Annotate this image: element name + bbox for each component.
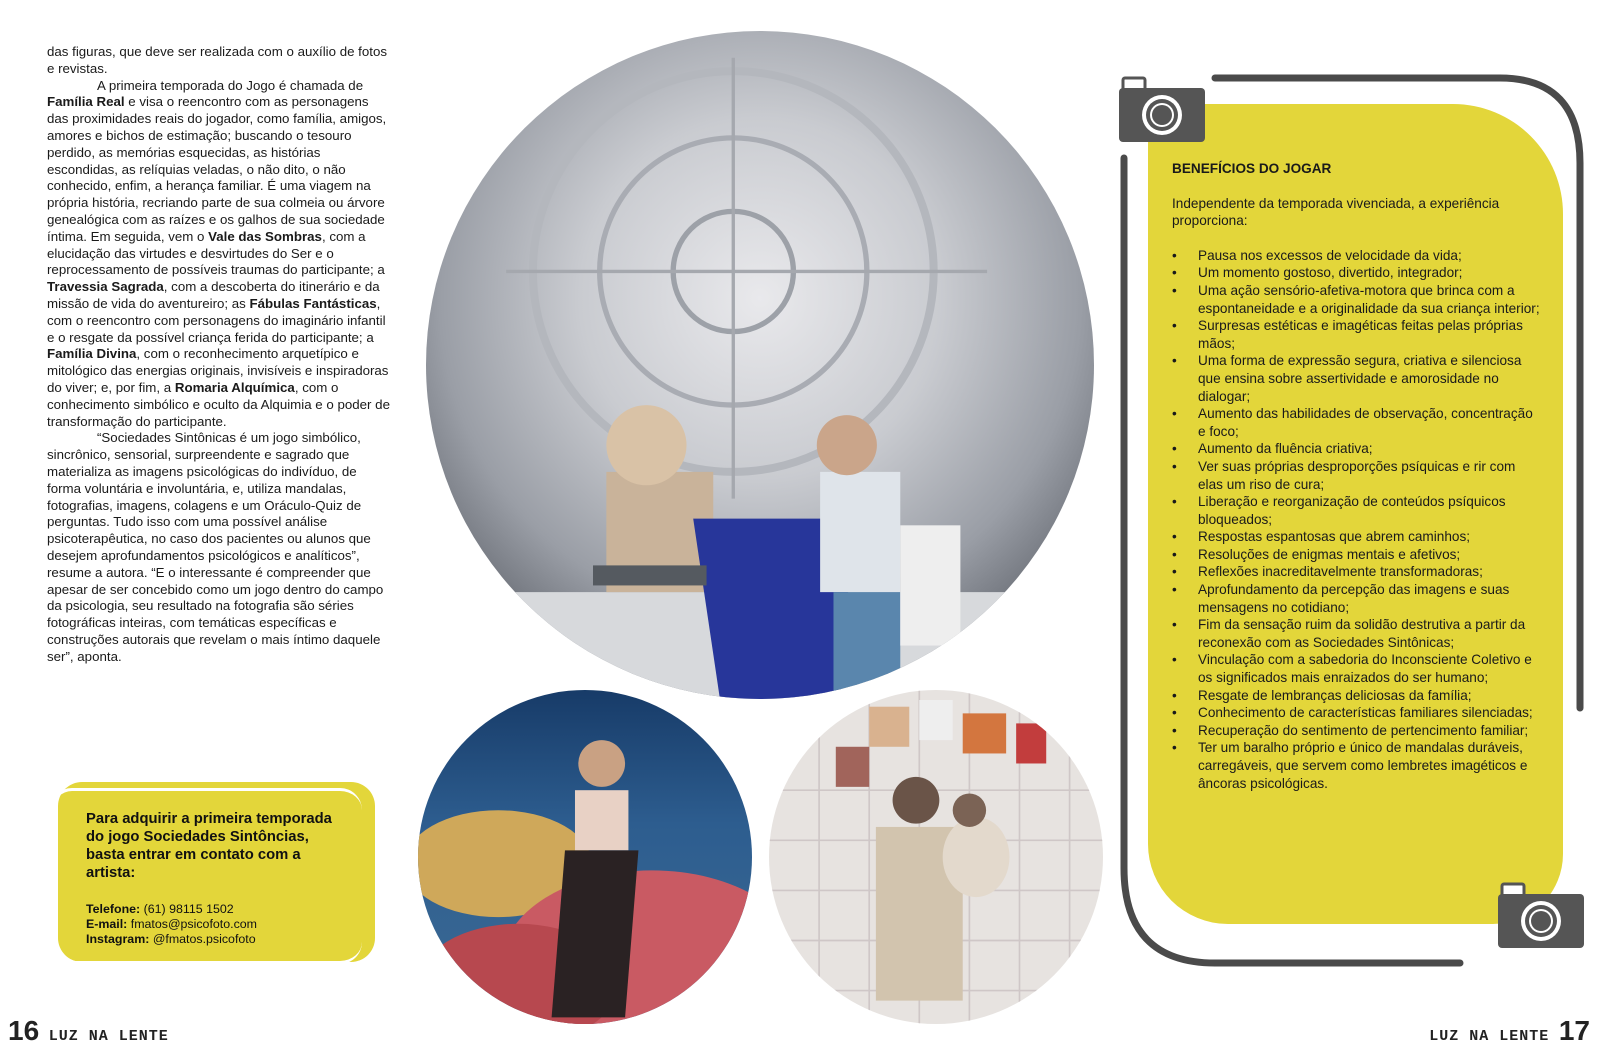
benefit-item: • Um momento gostoso, divertido, integrador; <box>1172 264 1542 282</box>
benefit-item: • Pausa nos excessos de velocidade da vida; <box>1172 247 1542 265</box>
benefit-item: • Surpresas estéticas e imagéticas feitas pelas próprias mãos; <box>1172 317 1542 352</box>
benefits-list <box>1172 247 1542 792</box>
contact-phone-label: Telefone: <box>86 902 141 916</box>
benefit-item: • Liberação e reorganização de conteúdos psíquicos bloqueados; <box>1172 493 1542 528</box>
camera-icon <box>1498 882 1584 948</box>
article-text-run: , com a descoberta do itinerário e da missão de vida do aventureiro; as <box>47 279 380 311</box>
benefit-item: • Resoluções de enigmas mentais e afetivos; <box>1172 546 1542 564</box>
article-text-run: , com o conhecimento simbólico e oculto da Alquimia e o poder de transformação do participante. <box>47 379 390 429</box>
magazine-name-right: LUZ NA LENTE <box>1429 1028 1550 1045</box>
contact-details <box>86 902 346 947</box>
benefit-item: • Reflexões inacreditavelmente transformadoras; <box>1172 563 1542 581</box>
benefits-intro: Independente da temporada vivenciada, a experiência proporciona: <box>1172 195 1500 229</box>
benefit-item: • Respostas espantosas que abrem caminhos; <box>1172 528 1542 546</box>
benefit-item: • Uma forma de expressão segura, criativa e silenciosa que ensina sobre assertividade e amorosidade no dialogar; <box>1172 352 1542 405</box>
benefit-item: • Vinculação com a sabedoria do Inconsciente Coletivo e os significados mais enraizados do ser humano; <box>1172 651 1542 686</box>
article-text-run: , com o reconhecimento arquetípico e mitológico das energias originais, invisíveis e inspiradoras do viver; e, por fim, a <box>47 346 389 395</box>
contact-instagram-line <box>86 932 346 947</box>
article-paragraph-3: “Sociedades Sintônicas é um jogo simbólico, sincrônico, sensorial, surpreendente e sagrado que materializa as imagens psicológicas do indivíduo, de forma voluntária e involuntária, e, utiliza mandalas, fotografias, imagens, colagens e um Oráculo-Quiz de perguntas. Tudo isso com uma possível análise psicoterapêutica, no caso dos pacientes ou alunos que desejem aprofundamentos psicológicos e analíticos”, resume a autora. “E o interessante é compreender que apesar de ser concebido como um jogo dentro do campo da psicologia, seu resultado na fotografia são séries fotográficas inteiras, com temáticas específicas e construções autorais que revelam o mais íntimo daquele ser”, aponta. <box>47 430 384 664</box>
benefit-item: • Ter um baralho próprio e único de mandalas duráveis, carregáveis, que servem como lembretes imagéticos e âncoras psicológicas. <box>1172 739 1542 792</box>
article-bold-term: Fábulas Fantásticas <box>249 295 377 311</box>
benefit-item: • Uma ação sensório-afetiva-motora que brinca com a espontaneidade e a originalidade da sua criança interior; <box>1172 282 1542 317</box>
benefit-item: • Recuperação do sentimento de pertencimento familiar; <box>1172 722 1542 740</box>
contact-title: Para adquirir a primeira temporada do jogo Sociedades Sintôncias, basta entrar em contato com a artista: <box>86 811 332 881</box>
benefit-item: • Aumento da fluência criativa; <box>1172 440 1542 458</box>
article-text-run: , com o reencontro com personagens do imaginário infantil e o resgate da possível criança ferida do participante; a <box>47 295 386 345</box>
benefit-item: • Fim da sensação ruim da solidão destrutiva a partir da reconexão com as Sociedades Sintônicas; <box>1172 616 1542 651</box>
benefit-item: • Aumento das habilidades de observação, concentração e foco; <box>1172 405 1542 440</box>
contact-email-line <box>86 917 346 932</box>
article-bold-term: Vale das Sombras <box>208 228 322 244</box>
contact-instagram-label: Instagram: <box>86 932 150 946</box>
benefit-item: • Resgate de lembranças deliciosas da família; <box>1172 687 1542 705</box>
page-number-left: 16 <box>8 1015 40 1046</box>
article-bold-term: Família Divina <box>47 346 137 362</box>
collage-photo-stamp-wall <box>769 690 1103 1024</box>
contact-instagram: @fmatos.psicofoto <box>152 932 256 946</box>
contact-box <box>50 782 375 972</box>
page-number-right: 17 <box>1558 1015 1590 1046</box>
benefit-item: • Ver suas próprias desproporções psíquicas e rir com elas um riso de cura; <box>1172 458 1542 493</box>
article-text <box>47 44 392 665</box>
article-bold-term: Travessia Sagrada <box>47 279 164 295</box>
benefits-box <box>1172 160 1542 792</box>
footer-left <box>8 1015 169 1047</box>
collage-photo-coral-reef <box>418 690 752 1024</box>
contact-email-label: E-mail: <box>86 917 128 931</box>
footer-right <box>1429 1015 1590 1047</box>
collage-photo-dome <box>426 31 1094 699</box>
benefit-item: • Conhecimento de características familiares silenciadas; <box>1172 704 1542 722</box>
article-text-run: e visa o reencontro com as personagens das proximidades reais do jogador, como família, amigos, amores e bichos de estimação; buscando o tesouro perdido, as memórias esquecidas, as histórias escondidas, as relíquias veladas, o não dito, o não conhecido, enfim, a herança familiar. É uma viagem na própria história, recriando parte de sua colmeia ou árvore genealógica com as raízes e os galhos de sua sociedade íntima. Em seguida, vem o <box>47 94 387 244</box>
article-bold-term: Romaria Alquímica <box>174 379 295 395</box>
contact-phone: (61) 98115 1502 <box>143 902 234 916</box>
benefit-item: • Aprofundamento da percepção das imagens e suas mensagens no cotidiano; <box>1172 581 1542 616</box>
article-paragraph-2 <box>47 78 392 431</box>
article-bold-term: Família Real <box>47 94 125 110</box>
article-text-run: A primeira temporada do Jogo é chamada de <box>97 77 364 93</box>
contact-phone-line <box>86 902 346 917</box>
article-paragraph-1: das figuras, que deve ser realizada com o auxílio de fotos e revistas. <box>47 44 388 76</box>
contact-email: fmatos@psicofoto.com <box>130 917 257 931</box>
benefits-title: BENEFÍCIOS DO JOGAR <box>1172 161 1332 176</box>
camera-icon <box>1119 76 1205 142</box>
magazine-name-left: LUZ NA LENTE <box>48 1028 169 1045</box>
article-text-run: , com a elucidação das virtudes e desvirtudes do Ser e o reprocessamento de possíveis traumas do participante; a <box>47 228 385 278</box>
